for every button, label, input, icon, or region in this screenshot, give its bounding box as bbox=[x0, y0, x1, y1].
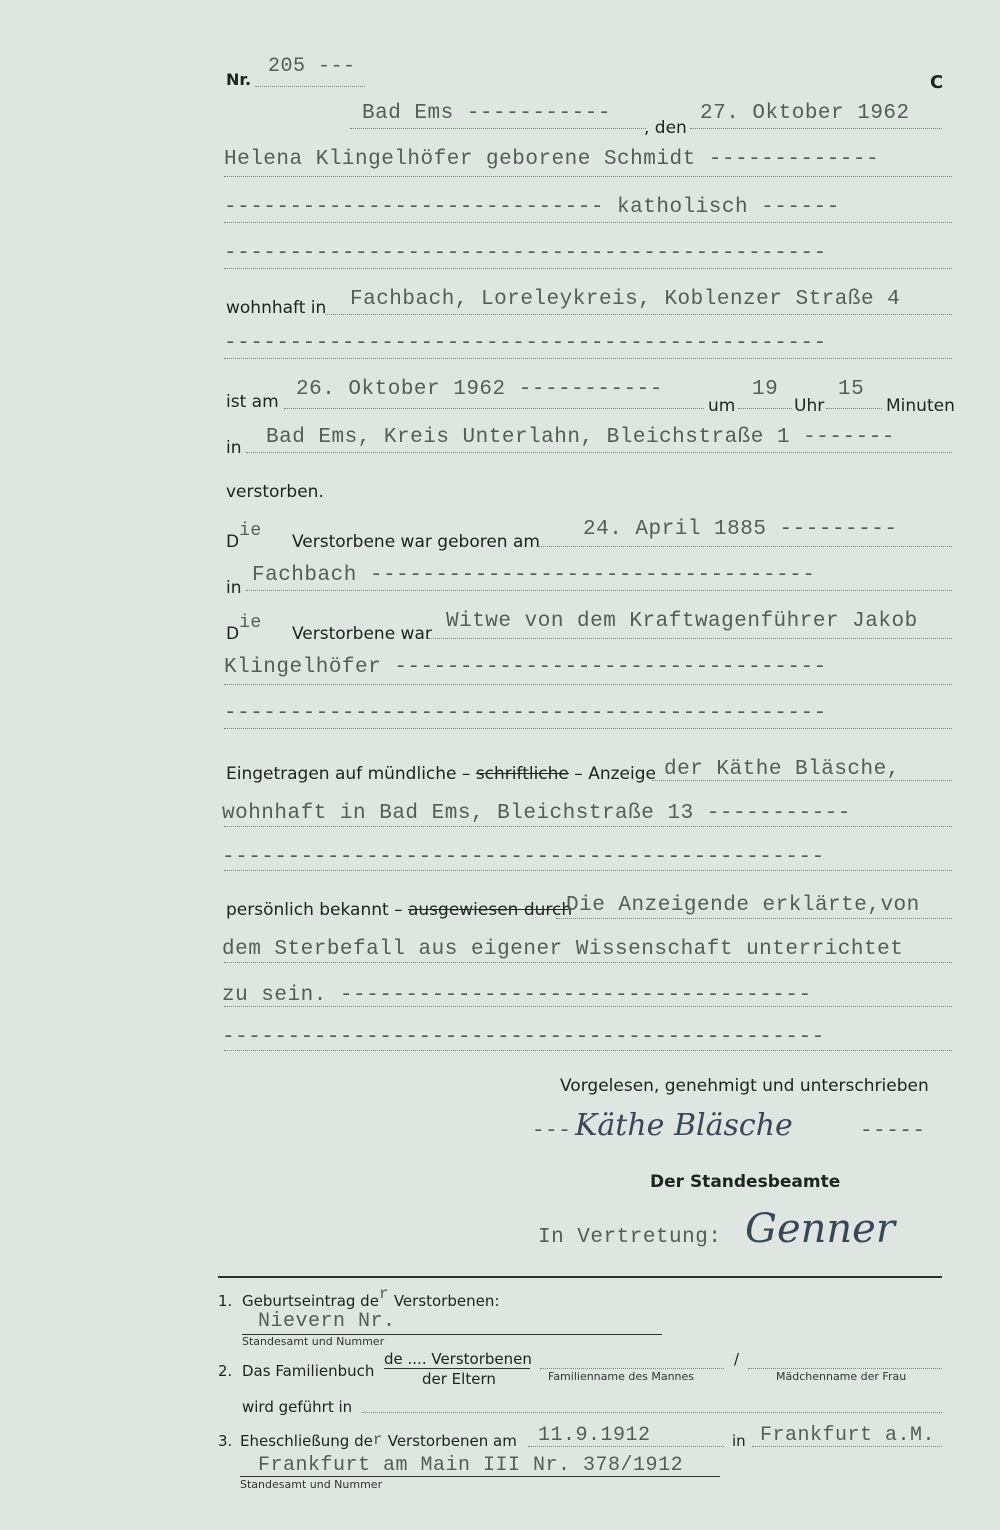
fn3-caption: Standesamt und Nummer bbox=[240, 1478, 383, 1491]
fn2-col2: Mädchenname der Frau bbox=[776, 1370, 907, 1383]
struck-ausgewiesen: ausgewiesen durch bbox=[407, 900, 573, 920]
birth-d-suffix: ie bbox=[239, 521, 262, 541]
name-dotline bbox=[224, 176, 952, 177]
birth-d-label: Die bbox=[226, 521, 262, 552]
fn2-label: Das Familienbuch bbox=[242, 1362, 375, 1380]
deceased-religion: ----------------------------- katholisch ------ bbox=[224, 196, 840, 219]
minuten-label: Minuten bbox=[886, 396, 955, 416]
sig-dash-left: --- bbox=[532, 1120, 572, 1143]
fn3-label: Eheschließung der Verstorbenen am bbox=[240, 1431, 517, 1450]
wohnhaft-label: wohnhaft in bbox=[226, 298, 327, 318]
filler-line: ---------------------------------------------- bbox=[224, 242, 827, 265]
statement-line1: Die Anzeigende erklärte,von bbox=[566, 894, 920, 917]
fn1-number: 1. bbox=[218, 1292, 233, 1310]
statement-dotline-4 bbox=[224, 1050, 952, 1051]
registry-place: Bad Ems ----------- bbox=[362, 102, 611, 125]
hour-dotline bbox=[738, 408, 792, 409]
fn2-wird-label: wird geführt in bbox=[242, 1398, 353, 1416]
informant-line1: der Käthe Bläsche, bbox=[664, 758, 900, 781]
address-dotline bbox=[325, 314, 952, 315]
statement-line3: zu sein. ------------------------------------ bbox=[222, 984, 812, 1007]
den-label: , den bbox=[644, 118, 687, 138]
fn1-caption: Standesamt und Nummer bbox=[242, 1335, 385, 1348]
verstorben-label: verstorben. bbox=[226, 482, 324, 502]
deceased-address: Fachbach, Loreleykreis, Koblenzer Straße 4 bbox=[350, 288, 901, 311]
status-value-line3: ---------------------------------------------- bbox=[224, 702, 827, 725]
nr-dotline bbox=[255, 86, 365, 87]
statement-line4: ---------------------------------------------- bbox=[222, 1026, 825, 1049]
status-dotline-2 bbox=[224, 684, 952, 685]
sig-dash-right: ----- bbox=[860, 1120, 926, 1143]
place-dotline bbox=[350, 128, 646, 129]
uhr-label: Uhr bbox=[794, 396, 825, 416]
fn3-value: Frankfurt am Main III Nr. 378/1912 bbox=[258, 1454, 684, 1477]
status-d-label: Die bbox=[226, 613, 262, 644]
address-filler: ---------------------------------------------- bbox=[224, 332, 827, 355]
fn1-label: Geburtseintrag der Verstorbenen: bbox=[242, 1285, 500, 1310]
fn2-slash: / bbox=[734, 1350, 740, 1368]
status-label: Verstorbene war bbox=[292, 624, 432, 644]
minute-dotline bbox=[826, 408, 882, 409]
struck-schriftliche: schriftliche bbox=[475, 764, 569, 784]
death-hour: 19 bbox=[752, 378, 779, 401]
deputy-label: In Vertretung: bbox=[538, 1226, 722, 1249]
death-date: 26. Oktober 1962 ----------- bbox=[296, 378, 663, 401]
date-dotline bbox=[690, 128, 942, 129]
nr-label: Nr. bbox=[226, 70, 252, 89]
ist-am-label: ist am bbox=[226, 392, 279, 412]
birth-in-label: in bbox=[226, 578, 242, 598]
fn2-col1: Familienname des Mannes bbox=[548, 1370, 695, 1383]
fn3-line bbox=[240, 1476, 720, 1477]
fn3-number: 3. bbox=[218, 1432, 233, 1450]
standesbeamte-label: Der Standesbeamte bbox=[650, 1172, 841, 1192]
birth-place: Fachbach ---------------------------------- bbox=[252, 564, 816, 587]
filler-dotline bbox=[224, 268, 952, 269]
fn2-number: 2. bbox=[218, 1362, 233, 1380]
fn2-frac-bottom: der Eltern bbox=[422, 1370, 496, 1388]
birth-date-dotline bbox=[536, 546, 952, 547]
birth-place-dotline bbox=[246, 590, 952, 591]
um-label: um bbox=[708, 396, 736, 416]
report-label: Eingetragen auf mündliche – schriftliche – Anzeige bbox=[226, 764, 656, 784]
death-place-dotline bbox=[246, 452, 952, 453]
fn2-wird-dotline bbox=[362, 1412, 942, 1413]
statement-dotline-2 bbox=[224, 962, 952, 963]
fn2-frac-top: de .... Verstorbenen bbox=[384, 1350, 532, 1368]
official-signature: Genner bbox=[745, 1206, 895, 1252]
birth-date: 24. April 1885 --------- bbox=[583, 518, 898, 541]
statement-line2: dem Sterbefall aus eigener Wissenschaft unterrichtet bbox=[222, 938, 904, 961]
identity-label: persönlich bekannt – ausgewiesen durch bbox=[226, 900, 573, 920]
status-dotline bbox=[428, 638, 952, 639]
status-d-suffix: ie bbox=[239, 613, 262, 633]
fn3-place: Frankfurt a.M. bbox=[760, 1424, 936, 1447]
death-date-dotline bbox=[284, 408, 704, 409]
informant-dotline-2 bbox=[224, 826, 952, 827]
read-approved-label: Vorgelesen, genehmigt und unterschrieben bbox=[560, 1076, 929, 1096]
religion-dotline bbox=[224, 222, 952, 223]
informant-line3: ---------------------------------------------- bbox=[222, 846, 825, 869]
status-value-line1: Witwe von dem Kraftwagenführer Jakob bbox=[446, 610, 918, 633]
deceased-name: Helena Klingelhöfer geborene Schmidt ------------- bbox=[224, 148, 880, 171]
register-number: 205 --- bbox=[268, 55, 356, 78]
death-in-label: in bbox=[226, 438, 242, 458]
birth-label: Verstorbene war geboren am bbox=[292, 532, 540, 552]
fn3-date: 11.9.1912 bbox=[538, 1424, 651, 1447]
registry-date: 27. Oktober 1962 bbox=[700, 102, 910, 125]
death-place: Bad Ems, Kreis Unterlahn, Bleichstraße 1 ------- bbox=[266, 426, 895, 449]
fn2-frac-line bbox=[384, 1368, 530, 1369]
informant-line2: wohnhaft in Bad Ems, Bleichstraße 13 ----------- bbox=[222, 802, 851, 825]
fn3-in-label: in bbox=[732, 1432, 746, 1450]
fn2-wife-dotline bbox=[748, 1368, 942, 1369]
fn2-husband-dotline bbox=[540, 1368, 724, 1369]
form-letter: C bbox=[930, 72, 944, 93]
fn1-value: Nievern Nr. bbox=[258, 1310, 396, 1333]
footnote-separator bbox=[218, 1276, 942, 1278]
informant-signature: Käthe Bläsche bbox=[575, 1108, 793, 1143]
statement-dotline bbox=[556, 918, 952, 919]
death-minutes: 15 bbox=[838, 378, 865, 401]
status-dotline-3 bbox=[224, 728, 952, 729]
informant-dotline-3 bbox=[224, 870, 952, 871]
status-value-line2: Klingelhöfer --------------------------------- bbox=[224, 656, 827, 679]
address-filler-dotline bbox=[224, 358, 952, 359]
